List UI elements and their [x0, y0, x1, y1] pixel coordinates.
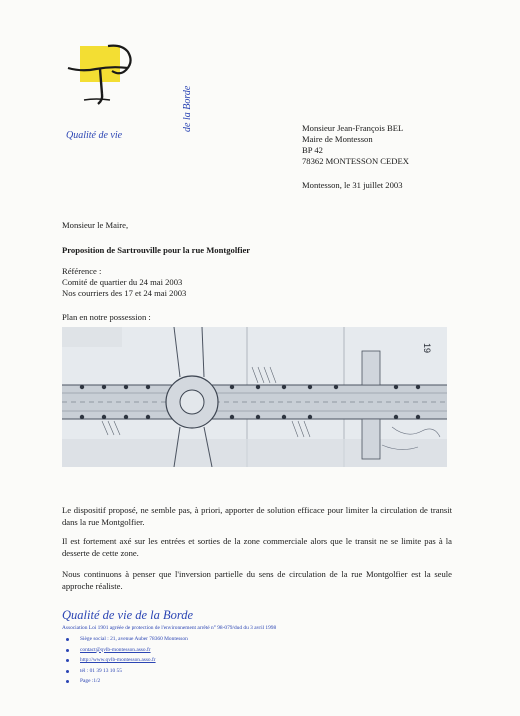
plan-label: Plan en notre possession :: [62, 312, 151, 322]
footer-contact-list: [66, 634, 188, 687]
recipient-line: BP 42: [302, 145, 323, 155]
subject-line: Proposition de Sartrouville pour la rue Montgolfier: [62, 245, 251, 255]
footer-email-link[interactable]: contact@qvlb-montesson.asso.fr: [66, 645, 188, 656]
date-line: Montesson, le 31 juillet 2003: [302, 180, 403, 190]
footer-website-link[interactable]: http://www.qvlb-montesson.asso.fr: [66, 655, 188, 666]
footer-address: Siège social : 21, avenue Auber 78360 Montesson: [66, 634, 188, 645]
logo-vertical-text: de la Borde: [182, 85, 193, 132]
recipient-line: Maire de Montesson: [302, 134, 373, 144]
street-plan-image: [62, 327, 447, 467]
logo-caption: Qualité de vie: [66, 130, 123, 141]
recipient-line: Monsieur Jean-François BEL: [302, 123, 404, 133]
footer-association: Association Loi 1901 agréée de protection de l'environnement arrêté n° 98-079/dud du 3 avril 1998: [62, 625, 277, 631]
references-label: Référence :: [62, 266, 102, 276]
body-paragraph-1: Le dispositif proposé, ne semble pas, à priori, apporter de solution efficace pour limiter la circulation de transit dans la rue Montgolfier.: [62, 505, 452, 527]
references-block: [62, 266, 186, 299]
footer-phone: tél : 01 39 13 10 55: [66, 666, 188, 677]
reference-line: Comité de quartier du 24 mai 2003: [62, 277, 183, 287]
body-paragraph-3: Nous continuons à penser que l'inversion partielle du sens de circulation de la rue Montgolfier est la seule approche réaliste.: [62, 569, 452, 591]
body-paragraph-2: Il est fortement axé sur les entrées et sorties de la zone commerciale alors que le transit ne se limite pas à la desserte de cette zone.: [62, 536, 452, 558]
logo-tree-icon: [62, 38, 154, 120]
footer-title: Qualité de vie de la Borde: [62, 608, 194, 622]
reference-line: Nos courriers des 17 et 24 mai 2003: [62, 288, 187, 298]
footer-page-number: Page :1/2: [66, 676, 188, 687]
recipient-line: 78362 MONTESSON CEDEX: [302, 156, 409, 166]
association-logo: [62, 38, 193, 141]
recipient-address: [302, 123, 409, 167]
plan-page-number: 19: [422, 343, 432, 354]
salutation: Monsieur le Maire,: [62, 220, 129, 230]
